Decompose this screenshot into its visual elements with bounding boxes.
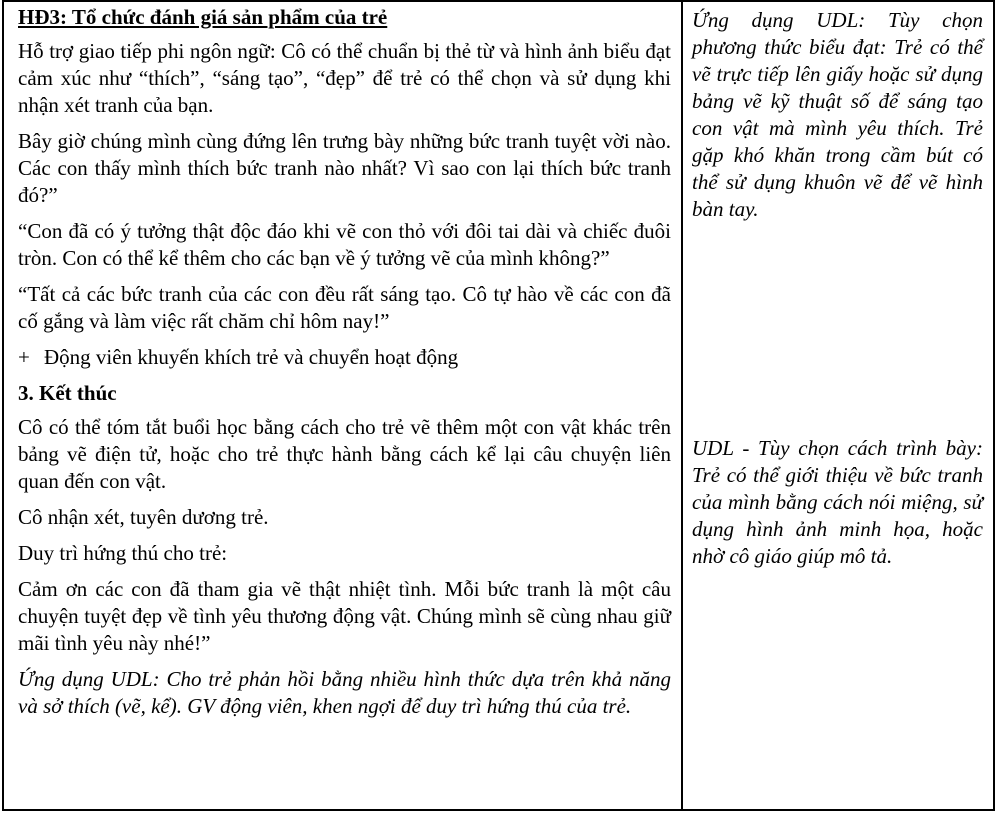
udl-feedback-paragraph: Ứng dụng UDL: Cho trẻ phản hồi bằng nhiều hình thức dựa trên khả năng và sở thích (vẽ, kể). GV động viên, khen ngợi để duy trì hứng thú của trẻ. bbox=[18, 667, 671, 718]
plus-bullet-icon: + bbox=[18, 345, 30, 369]
display-paintings-paragraph: Bây giờ chúng mình cùng đứng lên trưng bày những bức tranh tuyệt vời nào. Các con thấy mình thích bức tranh nào nhất? Vì sao con lại thích bức tranh đó?” bbox=[18, 129, 671, 207]
bullet-text: Động viên khuyến khích trẻ và chuyển hoạt động bbox=[44, 345, 459, 369]
section-heading-end: 3. Kết thúc bbox=[18, 381, 117, 405]
lesson-plan-table bbox=[2, 0, 995, 811]
encourage-bullet bbox=[18, 344, 671, 371]
nonverbal-support-paragraph: Hỗ trợ giao tiếp phi ngôn ngữ: Cô có thể chuẩn bị thẻ từ và hình ảnh biểu đạt cảm xúc như “thích”, “sáng tạo”, “đẹp” để trẻ có thể chọn và sử dụng khi nhận xét tranh của bạn. bbox=[18, 39, 671, 117]
udl-expression-note: Ứng dụng UDL: Tùy chọn phương thức biểu đạt: Trẻ có thể vẽ trực tiếp lên giấy hoặc sử dụng bảng vẽ kỹ thuật số để sáng tạo con vật mà mình yêu thích. Trẻ gặp khó khăn trong cầm bút có thể sử dụng khuôn vẽ để vẽ hình bàn tay. bbox=[692, 8, 983, 221]
summary-paragraph: Cô có thể tóm tắt buổi học bằng cách cho trẻ vẽ thêm một con vật khác trên bảng vẽ điện tử, hoặc cho trẻ thực hành bằng cách kể lại câu chuyện liên quan đến con vật. bbox=[18, 415, 671, 493]
rabbit-idea-quote: “Con đã có ý tưởng thật độc đáo khi vẽ con thỏ với đôi tai dài và chiếc đuôi tròn. Con có thể kể thêm cho các bạn về ý tưởng vẽ của mình không?” bbox=[18, 219, 671, 270]
maintain-interest-label: Duy trì hứng thú cho trẻ: bbox=[18, 541, 228, 565]
notes-column bbox=[683, 2, 993, 809]
praise-quote: “Tất cả các bức tranh của các con đều rất sáng tạo. Cô tự hào về các con đã cố gắng và làm việc rất chăm chỉ hôm nay!” bbox=[18, 282, 671, 333]
section-heading-hd3: HĐ3: Tổ chức đánh giá sản phẩm của trẻ bbox=[18, 5, 388, 29]
praise-children-paragraph: Cô nhận xét, tuyên dương trẻ. bbox=[18, 505, 269, 529]
udl-presentation-note: UDL - Tùy chọn cách trình bày: Trẻ có thể giới thiệu về bức tranh của mình bằng cách nói miệng, sử dụng hình ảnh minh họa, hoặc nhờ cô giáo giúp mô tả. bbox=[692, 436, 983, 568]
activity-column bbox=[4, 2, 683, 809]
thanks-quote: Cảm ơn các con đã tham gia vẽ thật nhiệt tình. Mỗi bức tranh là một câu chuyện tuyệt đẹp về tình yêu thương động vật. Chúng mình sẽ cùng nhau giữ mãi tình yêu này nhé!” bbox=[18, 577, 671, 655]
